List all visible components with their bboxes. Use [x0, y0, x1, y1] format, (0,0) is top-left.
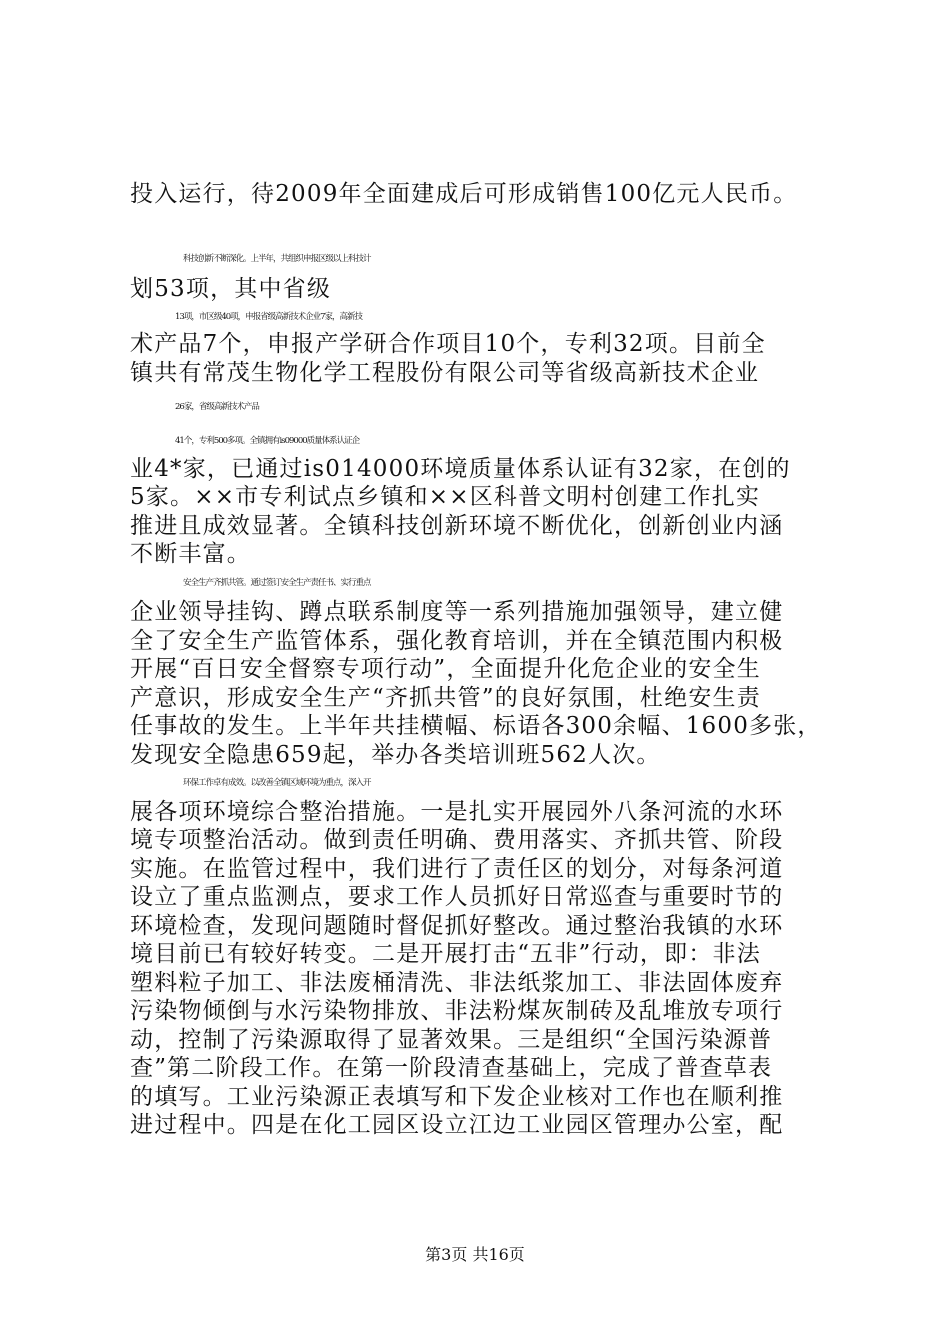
- text-line: 划53项，其中省级: [130, 276, 332, 302]
- paragraph-start-line: 科技创新不断深化。上半年，共组织申报区级以上科技计: [183, 254, 371, 264]
- text-line: 境目前已有较好转变。二是开展打击“五非”行动，即：非法: [130, 941, 761, 967]
- text-line: 开展“百日安全督察专项行动”，全面提升化危企业的安全生: [130, 656, 761, 682]
- text-line: 企业领导挂钩、蹲点联系制度等一系列措施加强领导，建立健: [130, 599, 784, 625]
- page-number-footer: 第3页 共16页: [425, 1245, 525, 1264]
- text-line: 环境检查，发现问题随时督促抓好整改。通过整治我镇的水环: [130, 913, 784, 939]
- text-line: 全了安全生产监管体系，强化教育培训，并在全镇范围内积极: [130, 628, 784, 654]
- paragraph-start-line: 环保工作卓有成效。以改善全镇区域环境为重点，深入开: [183, 778, 371, 788]
- text-line: 境专项整治活动。做到责任明确、费用落实、齐抓共管、阶段: [130, 827, 784, 853]
- text-line: 进过程中。四是在化工园区设立江边工业园区管理办公室，配: [130, 1112, 784, 1138]
- text-line: 13项，市区级40项，申报省级高新技术企业7家，高新技: [175, 312, 363, 322]
- text-line: 设立了重点监测点，要求工作人员抓好日常巡查与重要时节的: [130, 884, 784, 910]
- text-line: 不断丰富。: [130, 541, 251, 567]
- text-line: 查”第二阶段工作。在第一阶段清查基础上，完成了普查草表: [130, 1055, 773, 1081]
- text-line: 投入运行，待2009年全面建成后可形成销售100亿元人民币。: [130, 181, 798, 207]
- text-line: 业4*家，已通过is014000环境质量体系认证有32家，在创的: [130, 456, 791, 482]
- text-line: 实施。在监管过程中，我们进行了责任区的划分，对每条河道: [130, 856, 784, 882]
- text-line: 41个，专利500多项。全镇拥有is09000质量体系认证企: [175, 436, 360, 446]
- text-line: 术产品7个，申报产学研合作项目10个，专利32项。目前全: [130, 331, 766, 357]
- text-line: 动，控制了污染源取得了显著效果。三是组织“全国污染源普: [130, 1027, 773, 1053]
- text-line: 镇共有常茂生物化学工程股份有限公司等省级高新技术企业: [130, 360, 760, 386]
- text-line: 推进且成效显著。全镇科技创新环境不断优化，创新创业内涵: [130, 513, 784, 539]
- paragraph-start-line: 安全生产齐抓共管。通过签订安全生产责任书、实行重点: [183, 578, 371, 588]
- text-line: 展各项环境综合整治措施。一是扎实开展园外八条河流的水环: [130, 799, 784, 825]
- text-line: 污染物倾倒与水污染物排放、非法粉煤灰制砖及乱堆放专项行: [130, 998, 784, 1024]
- text-line: 产意识，形成安全生产“齐抓共管”的良好氛围，杜绝安生责: [130, 685, 761, 711]
- text-line: 的填写。工业污染源正表填写和下发企业核对工作也在顺利推: [130, 1084, 784, 1110]
- text-line: 任事故的发生。上半年共挂横幅、标语各300余幅、1600多张，: [130, 713, 822, 739]
- text-line: 26家，省级高新技术产品: [175, 402, 259, 412]
- text-line: 5家。××市专利试点乡镇和××区科普文明村创建工作扎实: [130, 484, 761, 510]
- text-line: 发现安全隐患659起，举办各类培训班562人次。: [130, 742, 661, 768]
- text-line: 塑料粒子加工、非法废桶清洗、非法纸浆加工、非法固体废弃: [130, 970, 784, 996]
